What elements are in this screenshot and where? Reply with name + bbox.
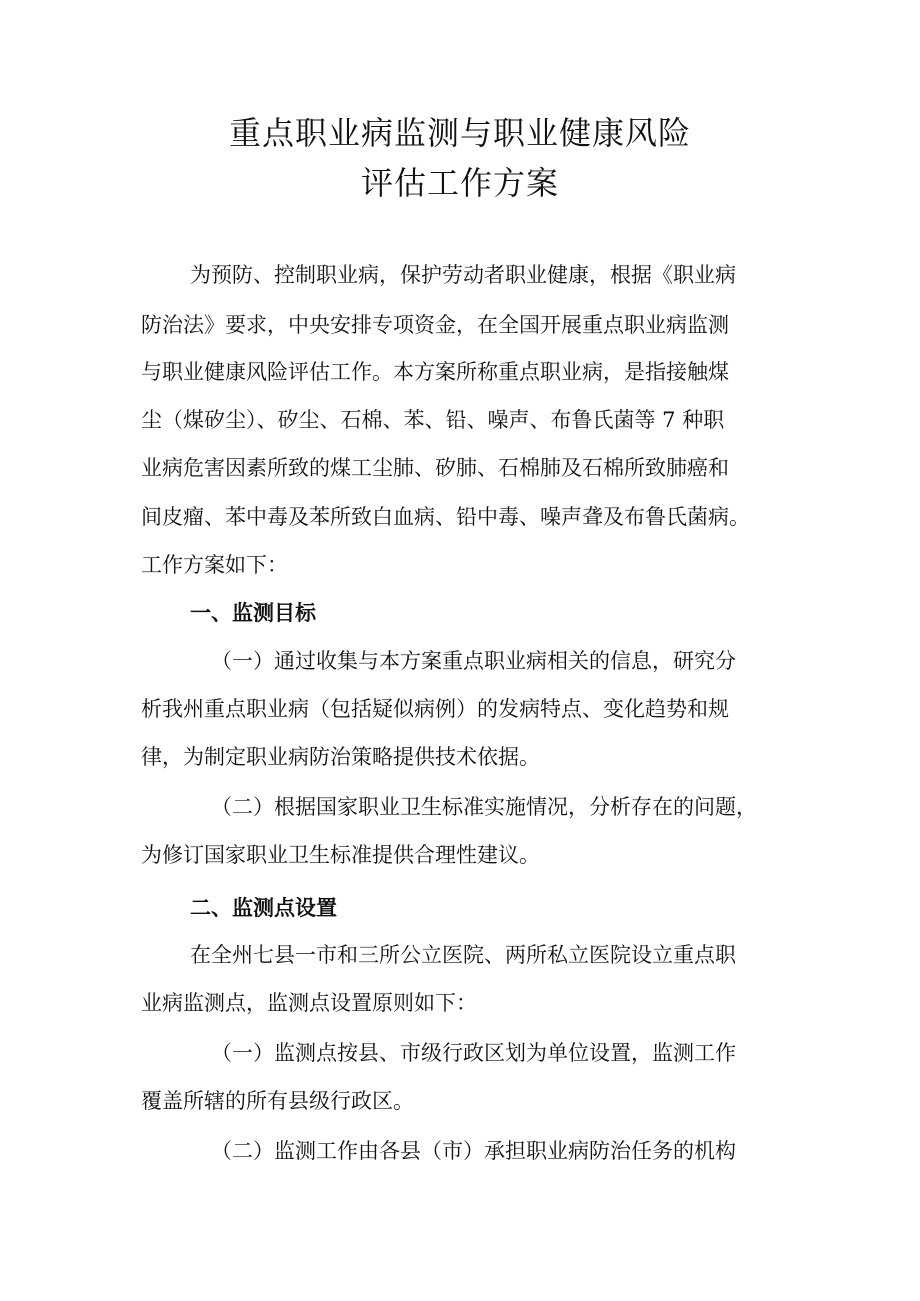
paragraph-line: 为修订国家职业卫生标准提供合理性建议。	[141, 843, 540, 867]
section-1-heading: 一、监测目标	[190, 601, 316, 625]
paragraph-line: （二）根据国家职业卫生标准实施情况，分析存在的问题，	[211, 795, 757, 819]
paragraph-line: （一）监测点按县、市级行政区划为单位设置，监测工作	[211, 1041, 736, 1065]
paragraph-line: 在全州七县一市和三所公立医院、两所私立医院设立重点职	[190, 943, 736, 967]
document-title-line-1: 重点职业病监测与职业健康风险	[228, 114, 691, 152]
intro-line: 为预防、控制职业病，保护劳动者职业健康，根据《职业病	[190, 263, 736, 287]
intro-line: 与职业健康风险评估工作。本方案所称重点职业病，是指接触煤	[141, 360, 729, 384]
paragraph-line: 律，为制定职业病防治策略提供技术依据。	[141, 745, 540, 769]
section-2-heading: 二、监测点设置	[190, 896, 337, 920]
paragraph-line: （二）监测工作由各县（市）承担职业病防治任务的机构	[211, 1139, 736, 1163]
intro-line: 尘（煤矽尘）、矽尘、石棉、苯、铅、噪声、布鲁氏菌等 7 种职	[141, 408, 725, 432]
paragraph-line: 业病监测点，监测点设置原则如下：	[141, 991, 477, 1015]
intro-line: 业病危害因素所致的煤工尘肺、矽肺、石棉肺及石棉所致肺癌和	[141, 456, 729, 480]
intro-line: 间皮瘤、苯中毒及苯所致白血病、铅中毒、噪声聋及布鲁氏菌病。	[141, 505, 750, 529]
intro-line: 防治法》要求，中央安排专项资金，在全国开展重点职业病监测	[141, 313, 729, 337]
paragraph-line: 析我州重点职业病（包括疑似病例）的发病特点、变化趋势和规	[141, 697, 729, 721]
paragraph-line: （一）通过收集与本方案重点职业病相关的信息，研究分	[211, 649, 736, 673]
paragraph-line: 覆盖所辖的所有县级行政区。	[141, 1089, 414, 1113]
intro-line: 工作方案如下：	[141, 553, 288, 577]
document-title-line-2: 评估工作方案	[360, 164, 559, 202]
